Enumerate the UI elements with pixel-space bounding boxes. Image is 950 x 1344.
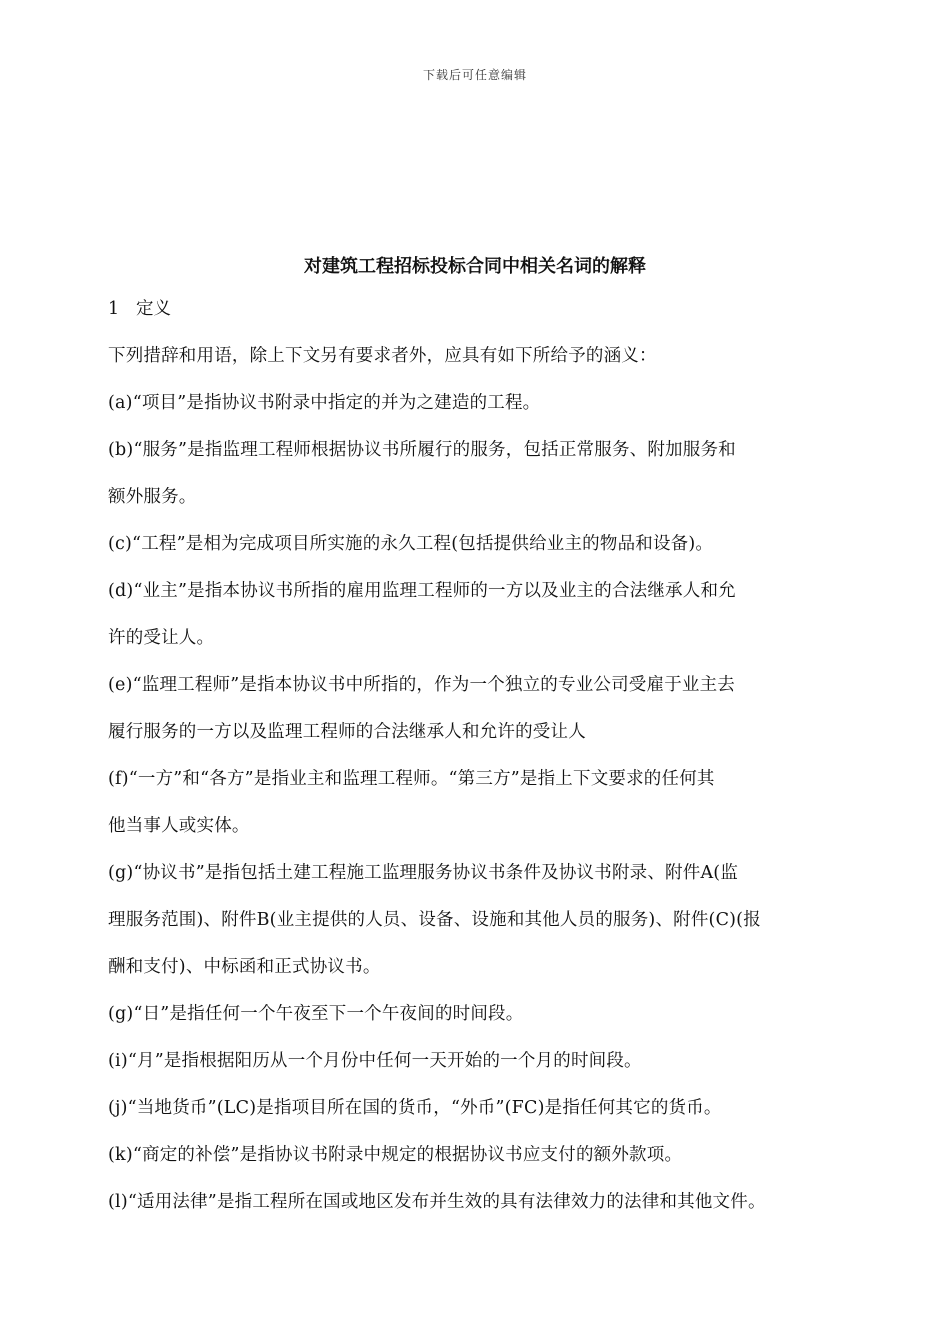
paragraph-line: (g)“协议书”是指包括土建工程施工监理服务协议书条件及协议书附录、附件A(监 — [108, 863, 739, 883]
paragraph-line: 他当事人或实体。 — [108, 816, 250, 836]
paragraph-line: 酬和支付)、中标函和正式协议书。 — [108, 957, 381, 977]
paragraph-line: 理服务范围)、附件B(业主提供的人员、设备、设施和其他人员的服务)、附件(C)(报 — [108, 910, 761, 930]
paragraph-line: 额外服务。 — [108, 487, 197, 507]
paragraph-line: (a)“项目”是指协议书附录中指定的并为之建造的工程。 — [108, 393, 541, 413]
document-body — [108, 294, 848, 1234]
paragraph-line: 履行服务的一方以及监理工程师的合法继承人和允许的受让人 — [108, 722, 586, 742]
paragraph-line: 下列措辞和用语，除上下文另有要求者外，应具有如下所给予的涵义： — [108, 346, 657, 366]
paragraph-line: (l)“适用法律”是指工程所在国或地区发布并生效的具有法律效力的法律和其他文件。 — [108, 1192, 766, 1212]
paragraph-line: (e)“监理工程师”是指本协议书中所指的，作为一个独立的专业公司受雇于业主去 — [108, 675, 736, 695]
paragraph-line: (j)“当地货币”(LC)是指项目所在国的货币，“外币”(FC)是指任何其它的货币。 — [108, 1098, 722, 1118]
document-title: 对建筑工程招标投标合同中相关名词的解释 — [304, 256, 646, 277]
section-number: 1 — [108, 299, 120, 319]
section-heading-text: 定义 — [136, 299, 171, 319]
paragraph-line: (f)“一方”和“各方”是指业主和监理工程师。“第三方”是指上下文要求的任何其 — [108, 769, 715, 789]
paragraph-line: (d)“业主”是指本协议书所指的雇用监理工程师的一方以及业主的合法继承人和允 — [108, 581, 736, 601]
paragraph-line: (c)“工程”是相为完成项目所实施的永久工程(包括提供给业主的物品和设备)。 — [108, 534, 714, 554]
paragraph-line: (g)“日”是指任何一个午夜至下一个午夜间的时间段。 — [108, 1004, 524, 1024]
paragraph-line: 许的受让人。 — [108, 628, 215, 648]
header-note: 下载后可任意编辑 — [422, 68, 527, 82]
paragraph-line: (i)“月”是指根据阳历从一个月份中任何一天开始的一个月的时间段。 — [108, 1051, 642, 1071]
paragraph-line: (b)“服务”是指监理工程师根据协议书所履行的服务，包括正常服务、附加服务和 — [108, 440, 736, 460]
section-heading — [108, 294, 848, 341]
paragraph-line: (k)“商定的补偿”是指协议书附录中规定的根据协议书应支付的额外款项。 — [108, 1145, 683, 1165]
